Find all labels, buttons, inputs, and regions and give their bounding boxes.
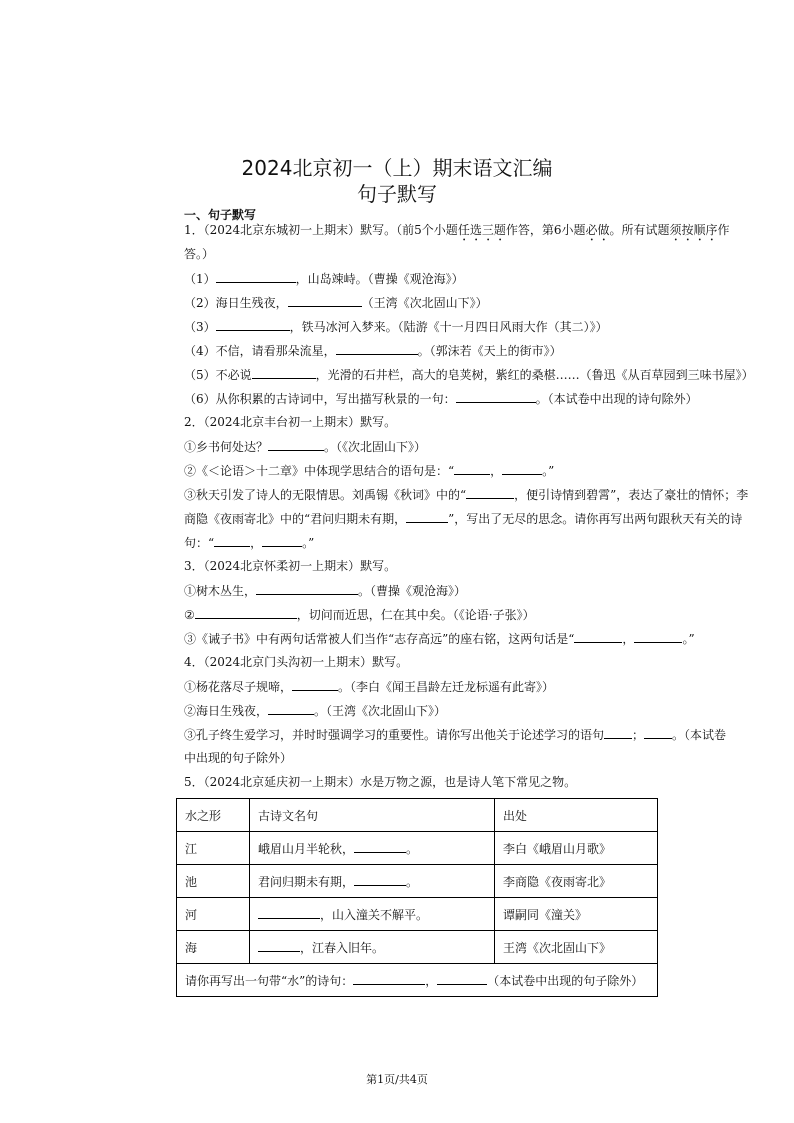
table-row bbox=[177, 931, 658, 964]
answer-blank[interactable] bbox=[216, 318, 290, 331]
table-cell: ，山入潼关不解平。 bbox=[250, 898, 495, 931]
answer-blank[interactable] bbox=[268, 702, 314, 715]
answer-blank[interactable] bbox=[258, 939, 300, 952]
q1-line-3: （3） ，铁马冰河入梦来。（陆游《十一月四日风雨大作（其二）》） bbox=[184, 320, 608, 334]
answer-blank[interactable] bbox=[437, 972, 487, 985]
q1-line-2: （2）海日生残夜， （王湾《次北固山下》） bbox=[184, 296, 488, 310]
question-3-header: 3．（2024北京怀柔初一上期末）默写。 bbox=[184, 559, 397, 573]
table-cell: 谭嗣同《潼关》 bbox=[495, 898, 658, 931]
answer-blank[interactable] bbox=[354, 840, 406, 853]
answer-blank[interactable] bbox=[502, 462, 542, 475]
answer-blank[interactable] bbox=[456, 390, 536, 403]
table-row bbox=[177, 832, 658, 865]
q3-line-3: ③《诫子书》中有两句话常被人们当作“志存高远”的座右铭，这两句话是“ ， 。” bbox=[184, 632, 695, 646]
table-row bbox=[177, 865, 658, 898]
table-cell: 峨眉山月半轮秋， 。 bbox=[250, 832, 495, 865]
q1-line-1: （1） ，山岛竦峙。（曹操《观沧海》） bbox=[184, 272, 464, 286]
q1-line-4: （4）不信，请看那朵流星， 。（郭沫若《天上的街市》） bbox=[184, 344, 562, 358]
answer-blank[interactable] bbox=[466, 486, 514, 499]
q2-line-2: ②《＜论语＞十二章》中体现学思结合的语句是：“ ， 。” bbox=[184, 464, 555, 478]
table-row bbox=[177, 964, 658, 997]
question-1-header: 1．（2024北京东城初一上期末）默写。（前5个小题任选三题作答，第6小题必做。所有试题须按顺序作 bbox=[184, 223, 730, 237]
page-number: 第1页/共4页 bbox=[366, 1073, 428, 1086]
q3-line-2: ② ，切问而近思，仁在其中矣。（《论语·子张》） bbox=[184, 608, 535, 622]
q2-line-1: ①乡书何处达？ 。（《次北固山下》） bbox=[184, 440, 427, 454]
table-cell: 河 bbox=[177, 898, 250, 931]
answer-blank[interactable] bbox=[454, 462, 490, 475]
answer-blank[interactable] bbox=[634, 630, 682, 643]
document-subtitle: 句子默写 bbox=[357, 182, 437, 206]
table-header-cell: 古诗文名句 bbox=[250, 799, 495, 832]
answer-blank[interactable] bbox=[644, 726, 672, 739]
answer-blank[interactable] bbox=[406, 510, 448, 523]
q2-line-4: 商隐《夜雨寄北》中的“君问归期未有期， ”，写出了无尽的思念。请你再写出两句跟秋天有关的诗 bbox=[184, 512, 743, 526]
table-header-row bbox=[177, 799, 658, 832]
answer-blank[interactable] bbox=[258, 906, 320, 919]
question-5-header: 5．（2024北京延庆初一上期末）水是万物之源，也是诗人笔下常见之物。 bbox=[184, 775, 577, 789]
q1-line-6: （6）从你积累的古诗词中，写出描写秋景的一句： 。（本试卷中出现的诗句除外） bbox=[184, 392, 698, 406]
q4-line-3: ③孔子终生爱学习，并时时强调学习的重要性。请你写出他关于论述学习的语句 ； 。（本试卷 bbox=[184, 728, 727, 742]
answer-blank[interactable] bbox=[353, 972, 425, 985]
answer-blank[interactable] bbox=[574, 630, 622, 643]
table-cell: 李商隐《夜雨寄北》 bbox=[495, 865, 658, 898]
q4-line-1: ①杨花落尽子规啼， 。（李白《闻王昌龄左迁龙标遥有此寄》） bbox=[184, 680, 555, 694]
q4-line-4: 中出现的句子除外） bbox=[184, 751, 293, 765]
q2-line-3: ③秋天引发了诗人的无限情思。刘禹锡《秋词》中的“ ，便引诗情到碧霄”，表达了豪壮的情怀；李 bbox=[184, 488, 749, 502]
q2-line-5: 句：“ ， 。” bbox=[184, 536, 315, 550]
answer-blank[interactable] bbox=[256, 582, 358, 595]
table-cell: 君问归期未有期， 。 bbox=[250, 865, 495, 898]
answer-blank[interactable] bbox=[268, 438, 324, 451]
answer-blank[interactable] bbox=[354, 873, 406, 886]
answer-blank[interactable] bbox=[262, 534, 302, 547]
question-4-header: 4．（2024北京门头沟初一上期末）默写。 bbox=[184, 655, 409, 669]
table-cell: ，江春入旧年。 bbox=[250, 931, 495, 964]
table-cell: 王湾《次北固山下》 bbox=[495, 931, 658, 964]
q4-line-2: ②海日生残夜， 。（王湾《次北固山下》） bbox=[184, 704, 447, 718]
table-header-cell: 水之形 bbox=[177, 799, 250, 832]
q1-line-5: （5）不必说 ，光滑的石井栏，高大的皂荚树，紫红的桑椹……（鲁迅《从百草园到三味书屋》） bbox=[184, 368, 754, 382]
table-cell: 池 bbox=[177, 865, 250, 898]
answer-blank[interactable] bbox=[292, 678, 338, 691]
table-cell: 海 bbox=[177, 931, 250, 964]
q3-line-1: ①树木丛生， 。（曹操《观沧海》） bbox=[184, 584, 467, 598]
section-heading: 一、句子默写 bbox=[184, 208, 257, 222]
table-cell: 李白《峨眉山月歌》 bbox=[495, 832, 658, 865]
table-cell: 江 bbox=[177, 832, 250, 865]
table-row bbox=[177, 898, 658, 931]
answer-blank[interactable] bbox=[336, 342, 418, 355]
answer-blank[interactable] bbox=[288, 294, 362, 307]
table-cell: 请你再写出一句带“水”的诗句： ， （本试卷中出现的句子除外） bbox=[177, 964, 658, 997]
answer-blank[interactable] bbox=[252, 366, 316, 379]
question-2-header: 2．（2024北京丰台初一上期末）默写。 bbox=[184, 415, 397, 429]
table-header-cell: 出处 bbox=[495, 799, 658, 832]
water-poems-table bbox=[176, 798, 658, 997]
answer-blank[interactable] bbox=[604, 726, 632, 739]
document-title: 2024北京初一（上）期末语文汇编 bbox=[241, 156, 553, 180]
question-1-header-cont: 答。） bbox=[184, 247, 215, 261]
answer-blank[interactable] bbox=[214, 534, 250, 547]
answer-blank[interactable] bbox=[195, 606, 297, 619]
answer-blank[interactable] bbox=[216, 270, 296, 283]
